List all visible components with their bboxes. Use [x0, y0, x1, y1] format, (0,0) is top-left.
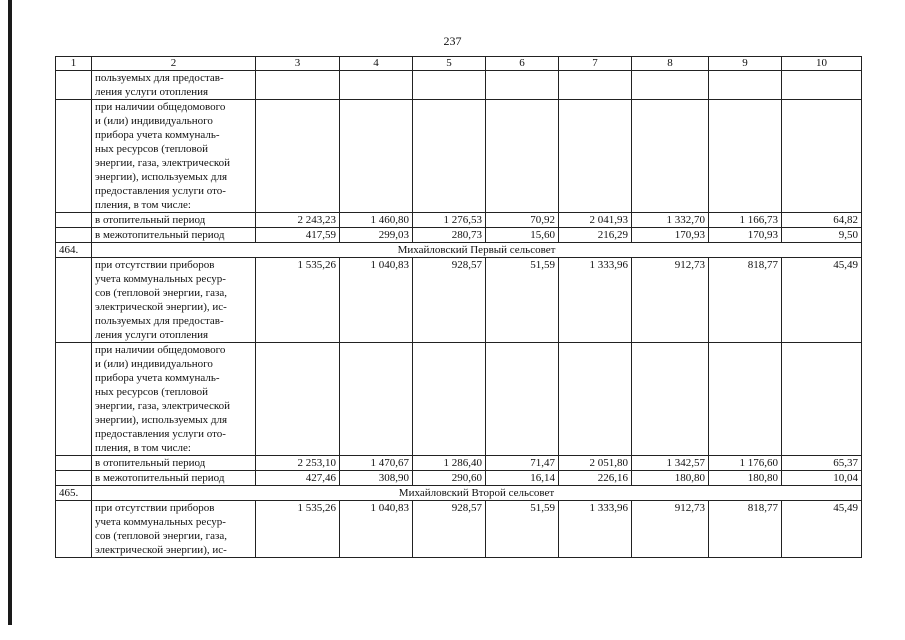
column-header-4: 4 — [340, 57, 413, 71]
table-body — [56, 71, 862, 558]
value-cell-col-3: 417,59 — [256, 228, 340, 243]
value-cell-col-5: 290,60 — [413, 471, 486, 486]
value-cell-col-6: 51,59 — [486, 501, 559, 558]
value-cell-col-8 — [632, 71, 709, 100]
row-number-cell — [56, 456, 92, 471]
column-header-9: 9 — [709, 57, 782, 71]
value-cell-col-6 — [486, 100, 559, 213]
value-cell-col-5: 280,73 — [413, 228, 486, 243]
value-cell-col-10: 64,82 — [782, 213, 862, 228]
value-cell-col-7: 1 333,96 — [559, 501, 632, 558]
value-cell-col-6 — [486, 343, 559, 456]
value-cell-col-9 — [709, 71, 782, 100]
column-header-6: 6 — [486, 57, 559, 71]
value-cell-col-10: 45,49 — [782, 258, 862, 343]
page-number: 237 — [443, 34, 462, 48]
value-cell-col-3 — [256, 71, 340, 100]
value-cell-col-4: 299,03 — [340, 228, 413, 243]
value-cell-col-9 — [709, 100, 782, 213]
value-cell-col-6: 16,14 — [486, 471, 559, 486]
value-cell-col-6: 15,60 — [486, 228, 559, 243]
tariff-table — [55, 56, 862, 558]
value-cell-col-8: 1 332,70 — [632, 213, 709, 228]
value-cell-col-9: 1 176,60 — [709, 456, 782, 471]
value-cell-col-9: 818,77 — [709, 501, 782, 558]
value-cell-col-10 — [782, 100, 862, 213]
table-row — [56, 501, 862, 558]
value-cell-col-10: 10,04 — [782, 471, 862, 486]
row-description: при отсутствии приборов учета коммунальных ресур- сов (тепловой энергии, газа, электрической энергии), ис- — [92, 501, 256, 558]
value-cell-col-5: 928,57 — [413, 501, 486, 558]
table-row — [56, 258, 862, 343]
value-cell-col-9: 170,93 — [709, 228, 782, 243]
value-cell-col-9: 180,80 — [709, 471, 782, 486]
value-cell-col-8: 180,80 — [632, 471, 709, 486]
section-name: Михайловский Второй сельсовет — [92, 486, 862, 501]
value-cell-col-4: 1 040,83 — [340, 501, 413, 558]
value-cell-col-3: 1 535,26 — [256, 258, 340, 343]
row-number-cell — [56, 213, 92, 228]
value-cell-col-6: 71,47 — [486, 456, 559, 471]
value-cell-col-4: 308,90 — [340, 471, 413, 486]
table-row — [56, 100, 862, 213]
value-cell-col-4: 1 460,80 — [340, 213, 413, 228]
value-cell-col-8 — [632, 343, 709, 456]
value-cell-col-5: 1 276,53 — [413, 213, 486, 228]
column-header-7: 7 — [559, 57, 632, 71]
value-cell-col-10: 45,49 — [782, 501, 862, 558]
column-header-5: 5 — [413, 57, 486, 71]
row-description: в межотопительный период — [92, 228, 256, 243]
row-description: при наличии общедомового и (или) индивидуального прибора учета коммуналь- ных ресурсов (тепловой энергии, газа, электрической энергии), используемых для предоставления услуги ото- пления, в том числе: — [92, 343, 256, 456]
value-cell-col-10 — [782, 71, 862, 100]
value-cell-col-8: 912,73 — [632, 501, 709, 558]
value-cell-col-6 — [486, 71, 559, 100]
value-cell-col-7 — [559, 100, 632, 213]
column-number-row — [56, 57, 862, 71]
row-description: при отсутствии приборов учета коммунальных ресур- сов (тепловой энергии, газа, электрической энергии), ис- пользуемых для предостав- ления услуги отопления — [92, 258, 256, 343]
value-cell-col-3: 2 253,10 — [256, 456, 340, 471]
row-number-cell — [56, 471, 92, 486]
column-header-1: 1 — [56, 57, 92, 71]
row-description: при наличии общедомового и (или) индивидуального прибора учета коммуналь- ных ресурсов (тепловой энергии, газа, электрической энергии), используемых для предоставления услуги ото- пления, в том числе: — [92, 100, 256, 213]
row-description: в отопительный период — [92, 213, 256, 228]
value-cell-col-5: 928,57 — [413, 258, 486, 343]
value-cell-col-7: 1 333,96 — [559, 258, 632, 343]
value-cell-col-6: 51,59 — [486, 258, 559, 343]
section-name: Михайловский Первый сельсовет — [92, 243, 862, 258]
table-row — [56, 456, 862, 471]
column-header-2: 2 — [92, 57, 256, 71]
value-cell-col-8: 912,73 — [632, 258, 709, 343]
value-cell-col-7: 226,16 — [559, 471, 632, 486]
value-cell-col-3 — [256, 100, 340, 213]
column-header-10: 10 — [782, 57, 862, 71]
row-number-cell — [56, 258, 92, 343]
value-cell-col-3 — [256, 343, 340, 456]
section-row — [56, 243, 862, 258]
table-row — [56, 228, 862, 243]
value-cell-col-4: 1 040,83 — [340, 258, 413, 343]
row-number-cell — [56, 228, 92, 243]
value-cell-col-8 — [632, 100, 709, 213]
table-row — [56, 343, 862, 456]
value-cell-col-7: 2 041,93 — [559, 213, 632, 228]
row-number-cell — [56, 100, 92, 213]
value-cell-col-3: 2 243,23 — [256, 213, 340, 228]
value-cell-col-5 — [413, 71, 486, 100]
value-cell-col-9 — [709, 343, 782, 456]
value-cell-col-5 — [413, 343, 486, 456]
row-number-cell — [56, 501, 92, 558]
value-cell-col-4 — [340, 343, 413, 456]
value-cell-col-9: 818,77 — [709, 258, 782, 343]
value-cell-col-8: 1 342,57 — [632, 456, 709, 471]
value-cell-col-4 — [340, 71, 413, 100]
table-row — [56, 213, 862, 228]
value-cell-col-3: 1 535,26 — [256, 501, 340, 558]
value-cell-col-7: 2 051,80 — [559, 456, 632, 471]
column-header-3: 3 — [256, 57, 340, 71]
value-cell-col-10: 65,37 — [782, 456, 862, 471]
value-cell-col-5 — [413, 100, 486, 213]
row-number-cell — [56, 71, 92, 100]
value-cell-col-6: 70,92 — [486, 213, 559, 228]
row-description: в отопительный период — [92, 456, 256, 471]
column-header-8: 8 — [632, 57, 709, 71]
row-number-cell — [56, 343, 92, 456]
value-cell-col-7: 216,29 — [559, 228, 632, 243]
section-number: 465. — [56, 486, 92, 501]
section-row — [56, 486, 862, 501]
value-cell-col-10 — [782, 343, 862, 456]
value-cell-col-4: 1 470,67 — [340, 456, 413, 471]
value-cell-col-4 — [340, 100, 413, 213]
value-cell-col-7 — [559, 343, 632, 456]
row-description: пользуемых для предостав- ления услуги отопления — [92, 71, 256, 100]
value-cell-col-7 — [559, 71, 632, 100]
table-row — [56, 71, 862, 100]
page-edge-bar — [8, 0, 12, 625]
section-number: 464. — [56, 243, 92, 258]
value-cell-col-9: 1 166,73 — [709, 213, 782, 228]
value-cell-col-10: 9,50 — [782, 228, 862, 243]
value-cell-col-3: 427,46 — [256, 471, 340, 486]
table-row — [56, 471, 862, 486]
value-cell-col-8: 170,93 — [632, 228, 709, 243]
row-description: в межотопительный период — [92, 471, 256, 486]
value-cell-col-5: 1 286,40 — [413, 456, 486, 471]
